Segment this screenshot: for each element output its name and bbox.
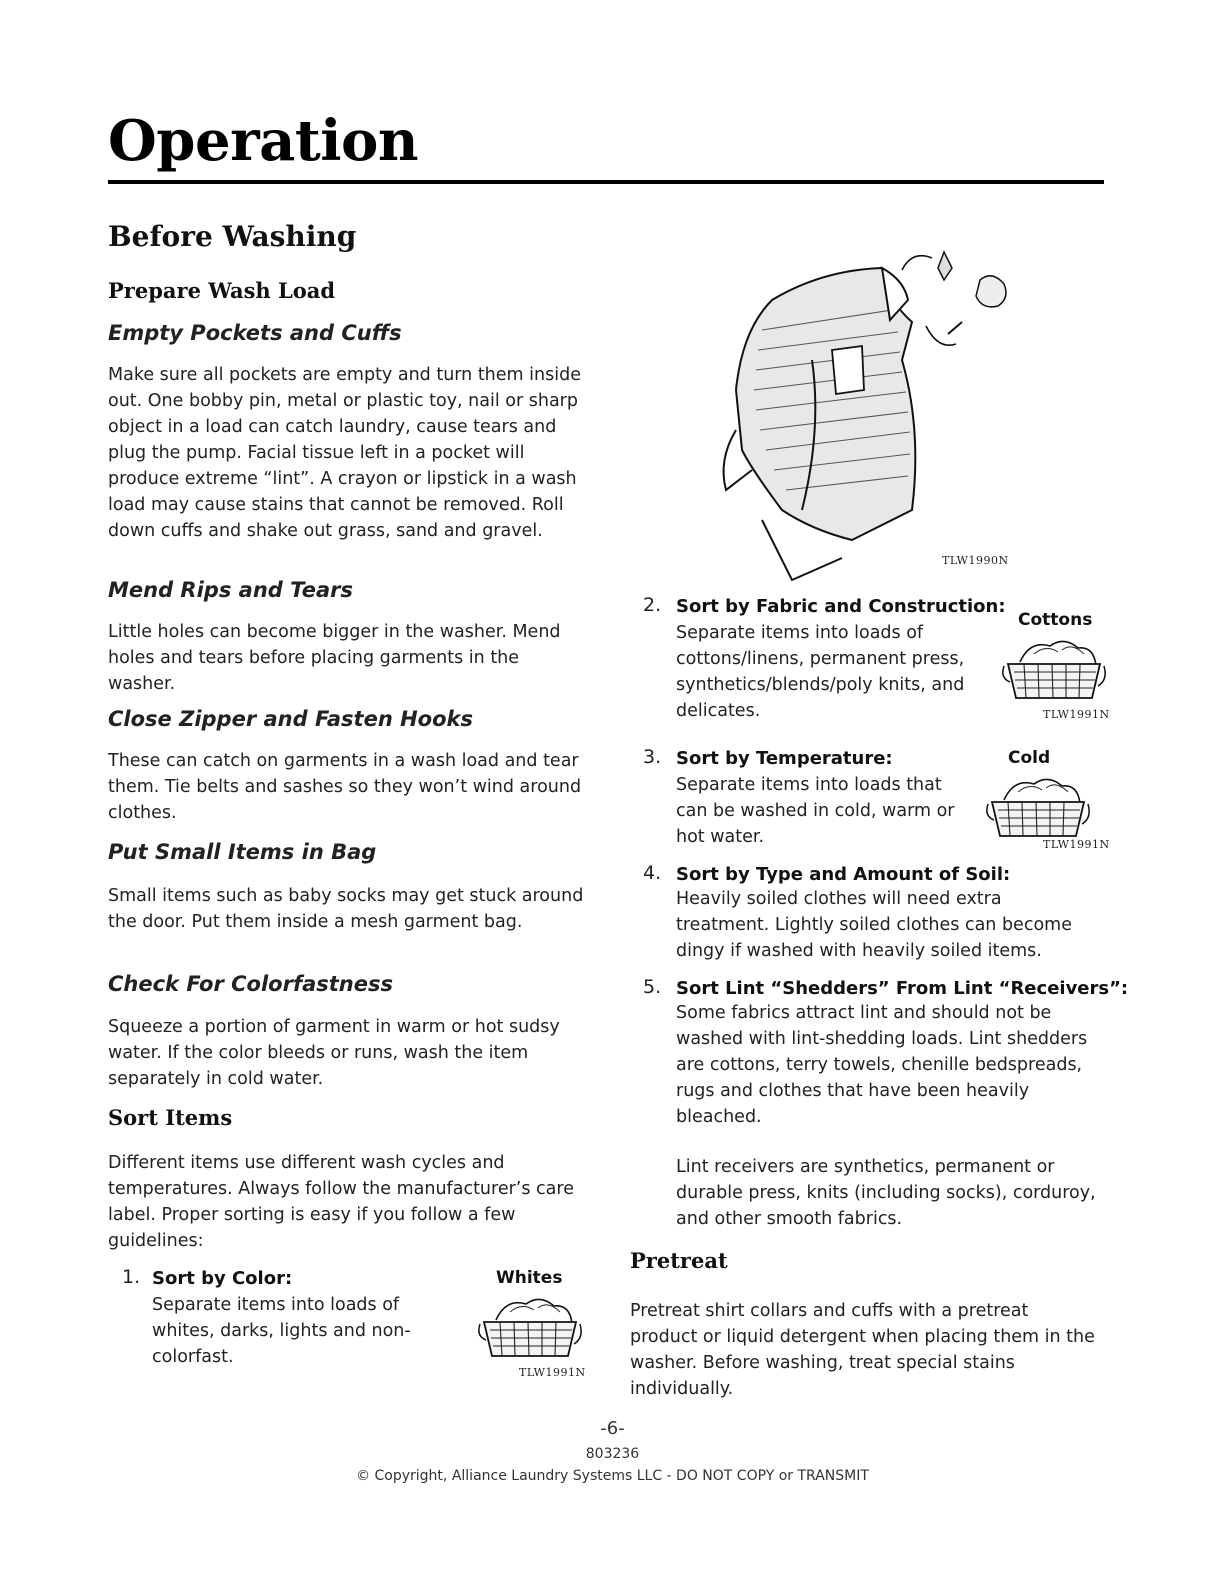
zipper-title: Close Zipper and Fasten Hooks	[108, 707, 473, 731]
basket-code-cold: TLW1991N	[1043, 838, 1110, 851]
sort-item-5-text-receivers: Lint receivers are synthetics, permanent or durable press, knits (including socks), corduroy, and other smooth fabrics.	[676, 1157, 1096, 1229]
title-rule	[108, 180, 1104, 184]
page-number: -6-	[600, 1418, 625, 1439]
sort-item-5-label: Sort Lint “Shedders” From Lint “Receivers”:	[676, 978, 1129, 999]
laundry-basket-icon	[1000, 632, 1108, 704]
shirt-pockets-icon	[712, 240, 1022, 585]
page-title: Operation	[108, 108, 419, 174]
basket-code-whites: TLW1991N	[519, 1366, 586, 1379]
sort-item-2-label: Sort by Fabric and Construction:	[676, 596, 1006, 617]
sort-item-4-number: 4.	[643, 862, 662, 884]
laundry-basket-icon	[476, 1290, 584, 1362]
basket-label-whites: Whites	[496, 1268, 563, 1288]
prepare-title: Prepare Wash Load	[108, 278, 336, 303]
copyright-notice: © Copyright, Alliance Laundry Systems LLC - DO NOT COPY or TRANSMIT	[356, 1468, 869, 1484]
laundry-basket-icon	[984, 770, 1092, 842]
sort-item-4-text: Heavily soiled clothes will need extra treatment. Lightly soiled clothes can become dingy if washed with heavily soiled items.	[676, 889, 1072, 961]
sort-item-2-text: Separate items into loads of cottons/linens, permanent press, synthetics/blends/poly knits, and delicates.	[676, 623, 965, 721]
sort-item-5-text: Some fabrics attract lint and should not be washed with lint-shedding loads. Lint shedders are cottons, terry towels, chenille bedspreads, rugs and clothes that have been heavily bleached.	[676, 1003, 1088, 1127]
mend-text: Little holes can become bigger in the washer. Mend holes and tears before placing garments in the washer.	[108, 622, 561, 694]
sort-item-5-number: 5.	[643, 976, 662, 998]
sort-item-2-number: 2.	[643, 594, 662, 616]
sort-item-1-text: Separate items into loads of whites, darks, lights and non-colorfast.	[152, 1295, 411, 1367]
basket-code-cottons: TLW1991N	[1043, 708, 1110, 721]
colorfastness-text: Squeeze a portion of garment in warm or hot sudsy water. If the color bleeds or runs, wash the item separately in cold water.	[108, 1017, 560, 1089]
sort-item-1-label: Sort by Color:	[152, 1268, 293, 1289]
empty-pockets-text: Make sure all pockets are empty and turn them inside out. One bobby pin, metal or plastic toy, nail or sharp object in a load can catch laundry, cause tears and plug the pump. Facial tissue left in a pocket will produce extreme “lint”. A crayon or lipstick in a wash load may cause stains that cannot be removed. Roll down cuffs and shake out grass, sand and gravel.	[108, 365, 581, 541]
colorfastness-title: Check For Colorfastness	[108, 972, 393, 996]
mend-title: Mend Rips and Tears	[108, 578, 353, 602]
basket-label-cottons: Cottons	[1018, 610, 1093, 630]
sort-item-3-label: Sort by Temperature:	[676, 748, 893, 769]
sort-item-3-number: 3.	[643, 746, 662, 768]
part-number: 803236	[585, 1446, 640, 1462]
section-title: Before Washing	[108, 220, 357, 253]
zipper-text: These can catch on garments in a wash load and tear them. Tie belts and sashes so they won’t wind around clothes.	[108, 751, 582, 823]
sort-items-title: Sort Items	[108, 1105, 233, 1130]
small-items-text: Small items such as baby socks may get stuck around the door. Put them inside a mesh garment bag.	[108, 886, 584, 932]
sort-intro-text: Different items use different wash cycles and temperatures. Always follow the manufacturer’s care label. Proper sorting is easy if you follow a few guidelines:	[108, 1153, 574, 1251]
empty-pockets-title: Empty Pockets and Cuffs	[108, 321, 402, 345]
sort-item-1-number: 1.	[122, 1266, 141, 1288]
sort-item-4-label: Sort by Type and Amount of Soil:	[676, 864, 1011, 885]
small-items-title: Put Small Items in Bag	[108, 840, 377, 864]
sort-item-3-text: Separate items into loads that can be washed in cold, warm or hot water.	[676, 775, 955, 847]
shirt-illustration-code: TLW1990N	[942, 554, 1009, 567]
pretreat-title: Pretreat	[630, 1248, 728, 1273]
pretreat-text: Pretreat shirt collars and cuffs with a pretreat product or liquid detergent when placing them in the washer. Before washing, treat special stains individually.	[630, 1301, 1095, 1399]
basket-label-cold: Cold	[1008, 748, 1051, 768]
